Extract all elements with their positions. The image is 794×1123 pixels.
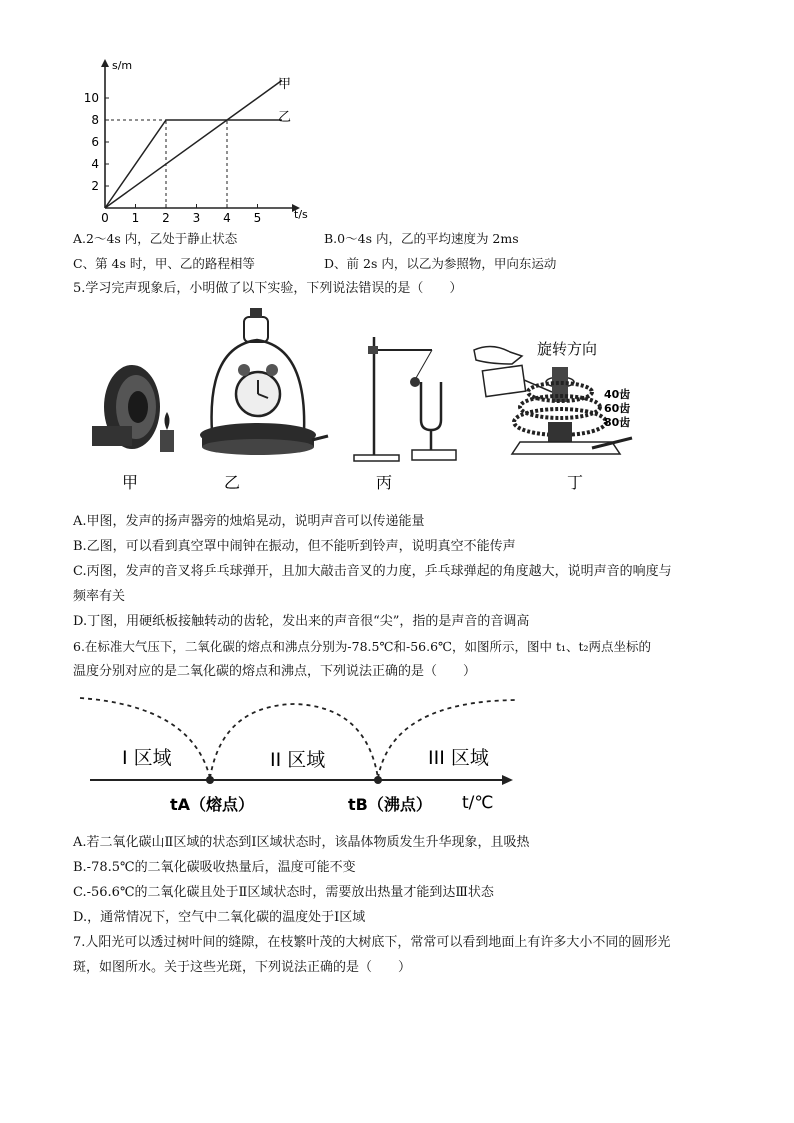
x-axis-label: t/s: [294, 208, 308, 221]
q5-option-c: C.丙图，发声的音叉将乒乓球弹开，且加大敲击音叉的力度，乒乓球弹起的角度越大，说明声音的响度与: [73, 564, 672, 579]
figure-label-yi: 乙: [224, 473, 241, 492]
q6-option-b: B.-78.5℃的二氧化碳吸收热量后，温度可能不变: [73, 860, 356, 875]
q6-option-d: D.，通常情况下，空气中二氧化碳的温度处于Ⅰ区域: [73, 910, 366, 925]
series-yi-line: [105, 120, 282, 208]
q5-stem: 5.学习完声现象后，小明做了以下实验，下列说法错误的是（ ）: [73, 281, 463, 296]
speaker-illustration: [92, 365, 174, 452]
region-1-label: I 区域: [122, 747, 172, 769]
point-a-marker: [206, 776, 214, 784]
region-2-label: II 区域: [270, 749, 326, 771]
q7-stem-line2: 斑，如图所水。关于这些光斑，下列说法正确的是（ ）: [73, 960, 412, 975]
gear-label-40: 40齿: [604, 388, 631, 401]
rotation-label: 旋转方向: [537, 340, 598, 358]
y-tick-label: 2: [91, 179, 99, 193]
graph-marks: [84, 59, 300, 225]
axis-arrow: [502, 775, 513, 785]
y-tick-label: 6: [91, 135, 99, 149]
q6-option-c: C.-56.6℃的二氧化碳且处于Ⅱ区域状态时，需要放出热量才能到达Ⅲ状态: [73, 885, 494, 900]
point-a-label: tA（熔点）: [170, 795, 255, 814]
bell-jar-illustration: [200, 308, 328, 455]
series-jia-line: [105, 80, 282, 208]
gear-label-60: 60齿: [604, 402, 631, 415]
q4-option-d: D、前 2s 内，以乙为参照物，甲向东运动: [324, 256, 557, 271]
figure-label-jia: 甲: [122, 473, 139, 492]
axis-label: t/℃: [462, 793, 494, 813]
q4-option-c: C、第 4s 时，甲、乙的路程相等: [73, 256, 255, 271]
q6-stem-line2: 温度分别对应的是二氧化碳的熔点和沸点，下列说法正确的是（ ）: [73, 664, 477, 679]
figure-label-ding: 丁: [567, 473, 584, 492]
y-tick-label: 4: [91, 157, 99, 171]
tuning-fork-illustration: [354, 337, 456, 461]
q4-option-b: B.0～4s 内，乙的平均速度为 2ms: [324, 231, 519, 246]
series-jia-label: 甲: [278, 77, 292, 92]
figure-label-bing: 丙: [376, 473, 393, 492]
y-axis-arrow: [101, 59, 109, 67]
q7-stem-line1: 7.人阳光可以透过树叶间的缝隙，在枝繁叶茂的大树底下，常常可以看到地面上有许多大小不同的圆形光: [73, 935, 671, 950]
x-tick-label: 3: [192, 211, 201, 225]
x-tick-label: 4: [223, 211, 231, 225]
q5-option-d: D.丁图，用硬纸板接触转动的齿轮，发出来的声音很“尖”，指的是声音的音调高: [73, 614, 530, 629]
q6-option-a: A.若二氧化碳山Ⅱ区域的状态到Ⅰ区域状态时，该晶体物质发生升华现象，且吸热: [73, 835, 530, 850]
st-graph: [83, 55, 318, 225]
x-tick-label: 1: [131, 211, 140, 225]
q6-stem-line1: 6.在标准大气压下，二氧化碳的熔点和沸点分别为-78.5℃和-56.6℃，如图所示，图中 t₁、t₂两点坐标的: [73, 639, 652, 654]
x-tick-label: 5: [253, 211, 262, 225]
point-b-marker: [374, 776, 382, 784]
region-3-label: III 区域: [428, 747, 489, 769]
y-tick-label: 8: [91, 113, 99, 127]
y-tick-label: 10: [83, 91, 99, 105]
point-b-label: tB（沸点）: [348, 795, 432, 814]
x-tick-label: 2: [162, 211, 170, 225]
series-yi-label: 乙: [278, 110, 292, 125]
q5-option-c-cont: 频率有关: [73, 589, 126, 604]
q5-option-a: A.甲图，发声的扬声器旁的烛焰晃动，说明声音可以传递能量: [73, 514, 425, 529]
y-axis-label: s/m: [112, 59, 133, 72]
q5-option-b: B.乙图，可以看到真空罩中闹钟在振动，但不能听到铃声，说明真空不能传声: [73, 539, 516, 554]
x-tick-label: 0: [101, 211, 109, 225]
q4-option-a: A.2～4s 内，乙处于静止状态: [73, 231, 238, 246]
q5-figure: [72, 302, 642, 502]
phase-diagram: [72, 686, 532, 820]
gear-label-80: 80齿: [604, 416, 631, 429]
